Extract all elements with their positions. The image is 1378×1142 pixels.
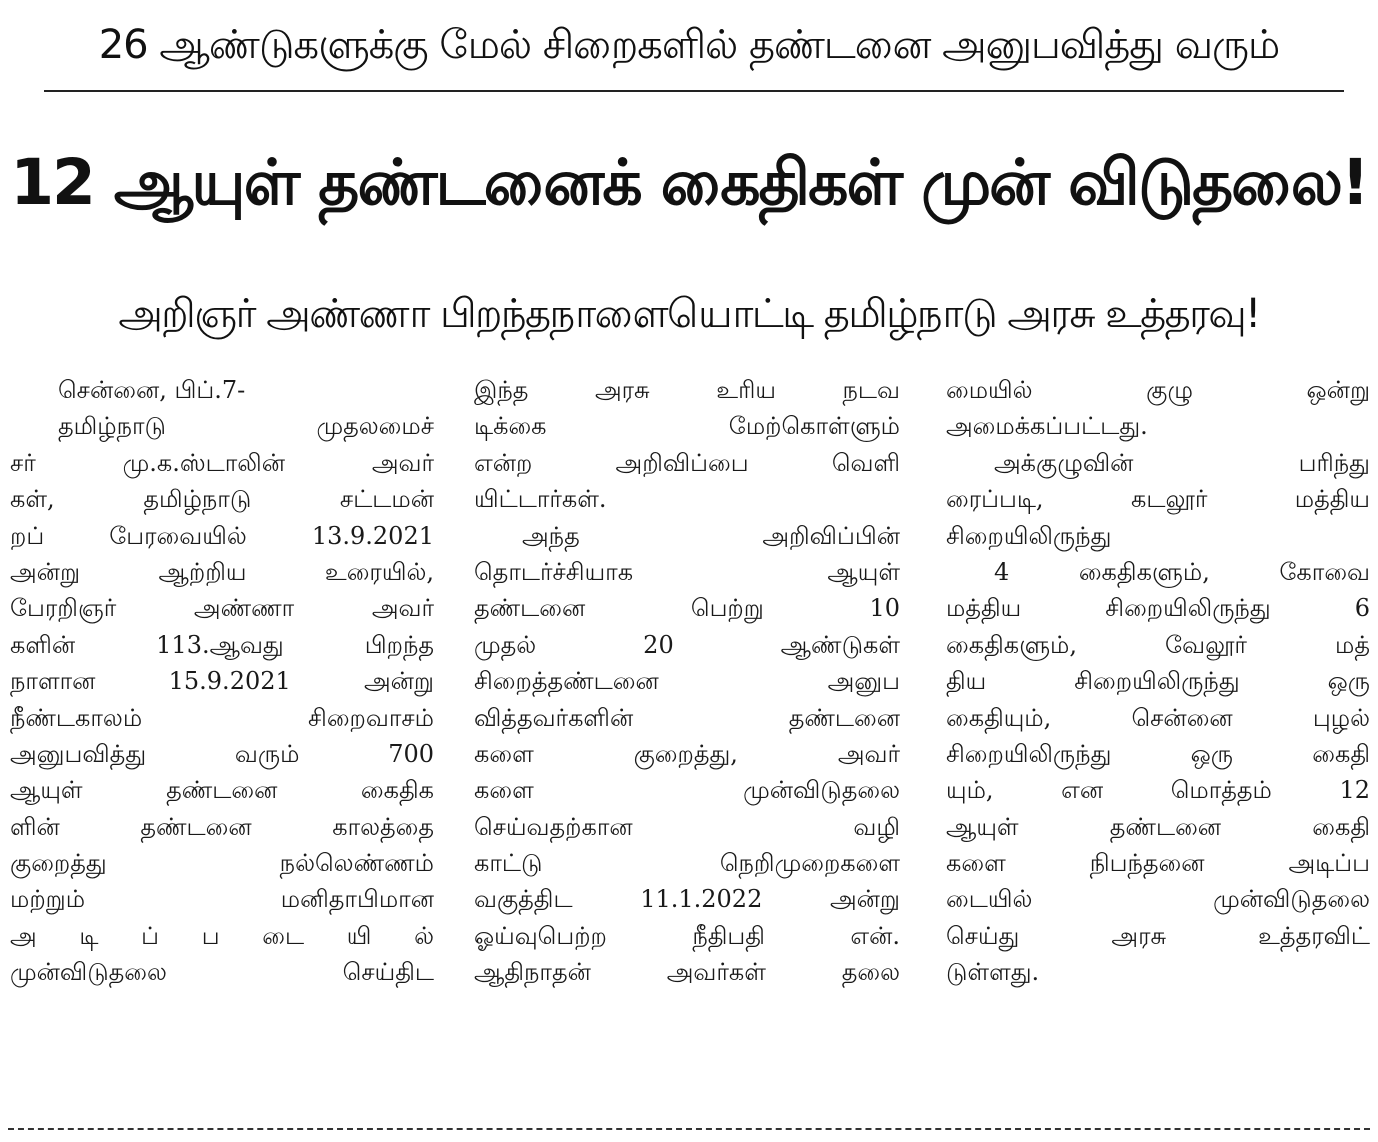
column-line: அ டி ப் ப டை யி ல் — [10, 921, 434, 950]
column-line: அக்குழுவின் பரிந்து — [994, 448, 1370, 477]
column-line: டையில் முன்விடுதலை — [946, 885, 1370, 914]
column-line: சர் மு.க.ஸ்டாலின் அவர் — [10, 448, 434, 477]
column-line: சிறையிலிருந்து ஒரு கைதி — [946, 739, 1370, 768]
column-line: என்ற அறிவிப்பை வெளி — [474, 448, 900, 477]
column-line: களை நிபந்தனை அடிப்ப — [946, 849, 1370, 878]
column-line: தமிழ்நாடு முதலமைச் — [58, 412, 434, 441]
column-line: கள், தமிழ்நாடு சட்டமன் — [10, 485, 434, 514]
column-line: முதல் 20 ஆண்டுகள் — [474, 630, 900, 659]
column-line: யும், என மொத்தம் 12 — [946, 776, 1370, 805]
column-line: ஓய்வுபெற்ற நீதிபதி என். — [474, 921, 900, 950]
column-line: அனுபவித்து வரும் 700 — [10, 739, 434, 768]
bottom-divider — [8, 1128, 1370, 1130]
column-line: முன்விடுதலை செய்திட — [10, 958, 434, 987]
column-line: கைதிகளும், வேலூர் மத் — [946, 630, 1370, 659]
column-line: சிறையிலிருந்து — [946, 521, 1112, 550]
text-column-2 — [474, 372, 900, 991]
column-line: நாளான 15.9.2021 அன்று — [10, 667, 434, 696]
column-line: றப் பேரவையில் 13.9.2021 — [10, 521, 434, 550]
column-line: வகுத்திட 11.1.2022 அன்று — [474, 885, 900, 914]
column-line: ளின் தண்டனை காலத்தை — [10, 812, 434, 841]
column-line: தொடர்ச்சியாக ஆயுள் — [474, 557, 900, 586]
article-kicker: 26 ஆண்டுகளுக்கு மேல் சிறைகளில் தண்டனை அனுபவித்து வரும் — [98, 22, 1280, 68]
column-line: மத்திய சிறையிலிருந்து 6 — [946, 594, 1370, 623]
column-line: சென்னை, பிப்.7- — [58, 376, 246, 404]
column-line: 4 கைதிகளும், கோவை — [994, 557, 1370, 586]
column-line: களை குறைத்து, அவர் — [474, 739, 900, 768]
column-line: ஆதிநாதன் அவர்கள் தலை — [474, 958, 900, 987]
column-line: குறைத்து நல்லெண்ணம் — [10, 849, 434, 878]
column-line: டிக்கை மேற்கொள்ளும் — [474, 412, 900, 441]
column-line: வித்தவர்களின் தண்டனை — [474, 703, 900, 732]
column-line: செய்து அரசு உத்தரவிட் — [946, 921, 1370, 950]
article-headline: 12 ஆயுள் தண்டனைக் கைதிகள் முன் விடுதலை! — [10, 146, 1368, 219]
column-line: காட்டு நெறிமுறைகளை — [474, 849, 900, 878]
column-line: களின் 113.ஆவது பிறந்த — [10, 630, 434, 659]
column-line: அந்த அறிவிப்பின் — [522, 521, 900, 550]
column-line: கைதியும், சென்னை புழல் — [946, 703, 1370, 732]
column-line: மையில் குழு ஒன்று — [946, 376, 1370, 404]
text-column-1 — [10, 372, 434, 991]
kicker-divider — [44, 90, 1344, 92]
column-line: களை முன்விடுதலை — [474, 776, 900, 805]
column-line: சிறைத்தண்டனை அனுப — [474, 667, 900, 696]
column-line: நீண்டகாலம் சிறைவாசம் — [10, 703, 434, 732]
column-line: டுள்ளது. — [946, 958, 1040, 987]
column-line: அமைக்கப்பட்டது. — [946, 412, 1148, 441]
article-subhead: அறிஞர் அண்ணா பிறந்தநாளையொட்டி தமிழ்நாடு அரசு உத்தரவு! — [118, 291, 1260, 337]
column-line: யிட்டார்கள். — [474, 485, 607, 514]
column-line: பேரறிஞர் அண்ணா அவர் — [10, 594, 434, 623]
column-line: திய சிறையிலிருந்து ஒரு — [946, 667, 1370, 696]
column-line: ஆயுள் தண்டனை கைதி — [946, 812, 1370, 841]
text-column-3 — [946, 372, 1370, 991]
column-line: செய்வதற்கான வழி — [474, 812, 900, 841]
column-line: அன்று ஆற்றிய உரையில், — [10, 557, 434, 586]
column-line: ரைப்படி, கடலூர் மத்திய — [946, 485, 1370, 514]
column-line: தண்டனை பெற்று 10 — [474, 594, 900, 623]
column-line: மற்றும் மனிதாபிமான — [10, 885, 434, 914]
column-line: இந்த அரசு உரிய நடவ — [474, 376, 900, 404]
column-line: ஆயுள் தண்டனை கைதிக — [10, 776, 434, 805]
